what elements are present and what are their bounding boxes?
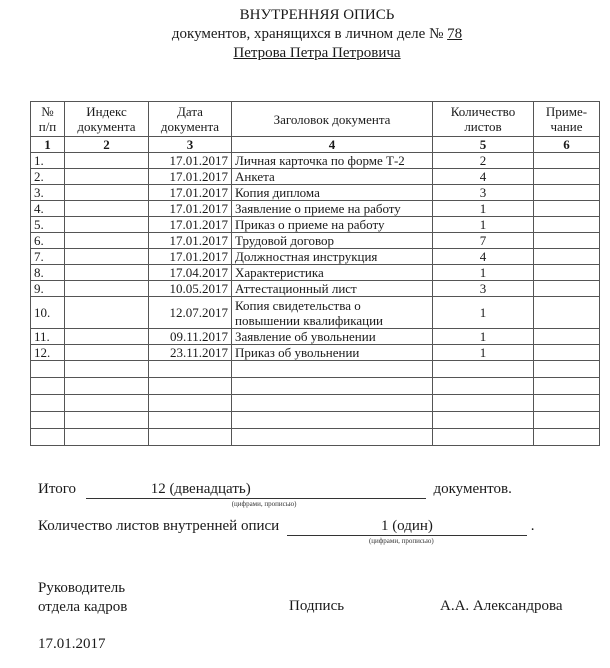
table-row bbox=[31, 217, 600, 233]
note bbox=[534, 345, 600, 361]
signature-block bbox=[38, 579, 127, 617]
empty-cell bbox=[149, 378, 232, 395]
empty-table-row bbox=[31, 361, 600, 378]
empty-cell bbox=[433, 429, 534, 446]
empty-table-row bbox=[31, 378, 600, 395]
doc-index bbox=[65, 185, 149, 201]
note bbox=[534, 297, 600, 329]
sheet-count: 1 bbox=[433, 345, 534, 361]
doc-index bbox=[65, 297, 149, 329]
empty-cell bbox=[31, 361, 65, 378]
doc-index bbox=[65, 201, 149, 217]
doc-date: 17.01.2017 bbox=[149, 201, 232, 217]
total-label: Итого bbox=[38, 481, 76, 497]
empty-cell bbox=[232, 361, 433, 378]
doc-title: Заявление об увольнении bbox=[232, 329, 433, 345]
signature-label: Подпись bbox=[289, 598, 345, 614]
table-row bbox=[31, 297, 600, 329]
table-row bbox=[31, 281, 600, 297]
doc-date: 17.01.2017 bbox=[149, 185, 232, 201]
empty-cell bbox=[433, 395, 534, 412]
empty-cell bbox=[433, 412, 534, 429]
empty-cell bbox=[65, 429, 149, 446]
empty-cell bbox=[149, 361, 232, 378]
row-number: 1. bbox=[31, 153, 65, 169]
empty-cell bbox=[65, 412, 149, 429]
sheet-count: 1 bbox=[433, 297, 534, 329]
col-header-sheets: Количество листов bbox=[433, 102, 534, 137]
col-num-1: 1 bbox=[31, 137, 65, 153]
doc-index bbox=[65, 281, 149, 297]
total-suffix: документов. bbox=[433, 481, 512, 497]
doc-title: Трудовой договор bbox=[232, 233, 433, 249]
doc-date: 10.05.2017 bbox=[149, 281, 232, 297]
note bbox=[534, 265, 600, 281]
note bbox=[534, 185, 600, 201]
table-row bbox=[31, 185, 600, 201]
note bbox=[534, 201, 600, 217]
sheet-count: 3 bbox=[433, 281, 534, 297]
doc-title: Должностная инструкция bbox=[232, 249, 433, 265]
col-header-number: № п/п bbox=[31, 102, 65, 137]
doc-title: Приказ о приеме на работу bbox=[232, 217, 433, 233]
empty-table-row bbox=[31, 395, 600, 412]
doc-date: 23.11.2017 bbox=[149, 345, 232, 361]
note bbox=[534, 153, 600, 169]
empty-cell bbox=[232, 429, 433, 446]
note bbox=[534, 233, 600, 249]
row-number: 3. bbox=[31, 185, 65, 201]
doc-date: 17.01.2017 bbox=[149, 153, 232, 169]
note bbox=[534, 281, 600, 297]
sheet-count: 2 bbox=[433, 153, 534, 169]
sheet-count: 1 bbox=[433, 265, 534, 281]
col-header-title: Заголовок документа bbox=[232, 102, 433, 137]
note bbox=[534, 169, 600, 185]
person-name: Петрова Петра Петровича bbox=[233, 45, 401, 61]
doc-date: 17.01.2017 bbox=[149, 249, 232, 265]
sheet-count: 4 bbox=[433, 169, 534, 185]
document-subtitle bbox=[24, 25, 610, 44]
position-line2: отдела кадров bbox=[38, 599, 128, 615]
col-num-3: 3 bbox=[149, 137, 232, 153]
sheet-count: 7 bbox=[433, 233, 534, 249]
empty-cell bbox=[149, 395, 232, 412]
empty-cell bbox=[31, 378, 65, 395]
col-num-2: 2 bbox=[65, 137, 149, 153]
doc-index bbox=[65, 345, 149, 361]
position-line1: Руководитель bbox=[38, 580, 126, 596]
empty-cell bbox=[534, 412, 600, 429]
col-num-4: 4 bbox=[232, 137, 433, 153]
doc-title: Характеристика bbox=[232, 265, 433, 281]
row-number: 2. bbox=[31, 169, 65, 185]
row-number: 8. bbox=[31, 265, 65, 281]
empty-cell bbox=[31, 412, 65, 429]
inventory-sheets-line bbox=[38, 518, 535, 545]
doc-title: Копия диплома bbox=[232, 185, 433, 201]
doc-date: 09.11.2017 bbox=[149, 329, 232, 345]
empty-cell bbox=[433, 378, 534, 395]
doc-date: 17.01.2017 bbox=[149, 217, 232, 233]
sheets-hint: (цифрами, прописью) bbox=[368, 537, 434, 545]
col-num-6: 6 bbox=[534, 137, 600, 153]
doc-index bbox=[65, 249, 149, 265]
empty-cell bbox=[232, 378, 433, 395]
table-row bbox=[31, 345, 600, 361]
table-row bbox=[31, 233, 600, 249]
sheets-suffix: . bbox=[530, 518, 535, 534]
col-num-5: 5 bbox=[433, 137, 534, 153]
doc-title: Аттестационный лист bbox=[232, 281, 433, 297]
table-row bbox=[31, 265, 600, 281]
table-row bbox=[31, 153, 600, 169]
empty-cell bbox=[149, 412, 232, 429]
total-hint: (цифрами, прописью) bbox=[231, 500, 297, 508]
empty-cell bbox=[31, 395, 65, 412]
doc-date: 17.04.2017 bbox=[149, 265, 232, 281]
empty-cell bbox=[534, 378, 600, 395]
sheet-count: 1 bbox=[433, 201, 534, 217]
column-number-row bbox=[31, 137, 600, 153]
table-row bbox=[31, 329, 600, 345]
doc-index bbox=[65, 169, 149, 185]
table-row bbox=[31, 201, 600, 217]
doc-date: 17.01.2017 bbox=[149, 169, 232, 185]
row-number: 7. bbox=[31, 249, 65, 265]
empty-cell bbox=[31, 429, 65, 446]
sheet-count: 4 bbox=[433, 249, 534, 265]
note bbox=[534, 329, 600, 345]
doc-index bbox=[65, 329, 149, 345]
doc-index bbox=[65, 153, 149, 169]
doc-index bbox=[65, 233, 149, 249]
sheets-label: Количество листов внутренней описи bbox=[38, 518, 280, 534]
doc-date: 12.07.2017 bbox=[149, 297, 232, 329]
empty-cell bbox=[65, 395, 149, 412]
empty-cell bbox=[65, 361, 149, 378]
signer-name: А.А. Александрова bbox=[440, 598, 563, 614]
total-value-field bbox=[86, 481, 426, 508]
empty-cell bbox=[232, 412, 433, 429]
table-header-row bbox=[31, 102, 600, 137]
col-header-date: Дата документа bbox=[149, 102, 232, 137]
table-row bbox=[31, 169, 600, 185]
subtitle-text: документов, хранящихся в личном деле № bbox=[171, 26, 444, 42]
row-number: 12. bbox=[31, 345, 65, 361]
empty-table-row bbox=[31, 429, 600, 446]
empty-cell bbox=[149, 429, 232, 446]
row-number: 11. bbox=[31, 329, 65, 345]
empty-cell bbox=[534, 361, 600, 378]
empty-cell bbox=[65, 378, 149, 395]
inventory-table bbox=[30, 101, 600, 446]
row-number: 5. bbox=[31, 217, 65, 233]
doc-index bbox=[65, 265, 149, 281]
empty-cell bbox=[534, 429, 600, 446]
note bbox=[534, 217, 600, 233]
doc-title: Копия свидетельства о повышении квалификации bbox=[232, 297, 433, 329]
doc-date: 17.01.2017 bbox=[149, 233, 232, 249]
sheet-count: 1 bbox=[433, 217, 534, 233]
document-title: ВНУТРЕННЯЯ ОПИСЬ bbox=[239, 7, 395, 23]
row-number: 4. bbox=[31, 201, 65, 217]
col-header-index: Индекс документа bbox=[65, 102, 149, 137]
total-documents-line bbox=[38, 481, 512, 508]
sheet-count: 3 bbox=[433, 185, 534, 201]
doc-title: Заявление о приеме на работу bbox=[232, 201, 433, 217]
doc-title: Приказ об увольнении bbox=[232, 345, 433, 361]
sheets-value-field bbox=[287, 518, 527, 545]
note bbox=[534, 249, 600, 265]
row-number: 6. bbox=[31, 233, 65, 249]
document-header bbox=[0, 6, 610, 63]
table-row bbox=[31, 249, 600, 265]
col-header-note: Приме- чание bbox=[534, 102, 600, 137]
empty-cell bbox=[534, 395, 600, 412]
signature-date: 17.01.2017 bbox=[38, 636, 106, 652]
empty-cell bbox=[232, 395, 433, 412]
case-number: 78 bbox=[447, 26, 463, 42]
doc-title: Анкета bbox=[232, 169, 433, 185]
total-value: 12 (двенадцать) bbox=[150, 481, 251, 497]
doc-title: Личная карточка по форме Т-2 bbox=[232, 153, 433, 169]
sheets-value: 1 (один) bbox=[380, 518, 433, 534]
sheet-count: 1 bbox=[433, 329, 534, 345]
empty-cell bbox=[433, 361, 534, 378]
empty-table-row bbox=[31, 412, 600, 429]
doc-index bbox=[65, 217, 149, 233]
row-number: 9. bbox=[31, 281, 65, 297]
row-number: 10. bbox=[31, 297, 65, 329]
